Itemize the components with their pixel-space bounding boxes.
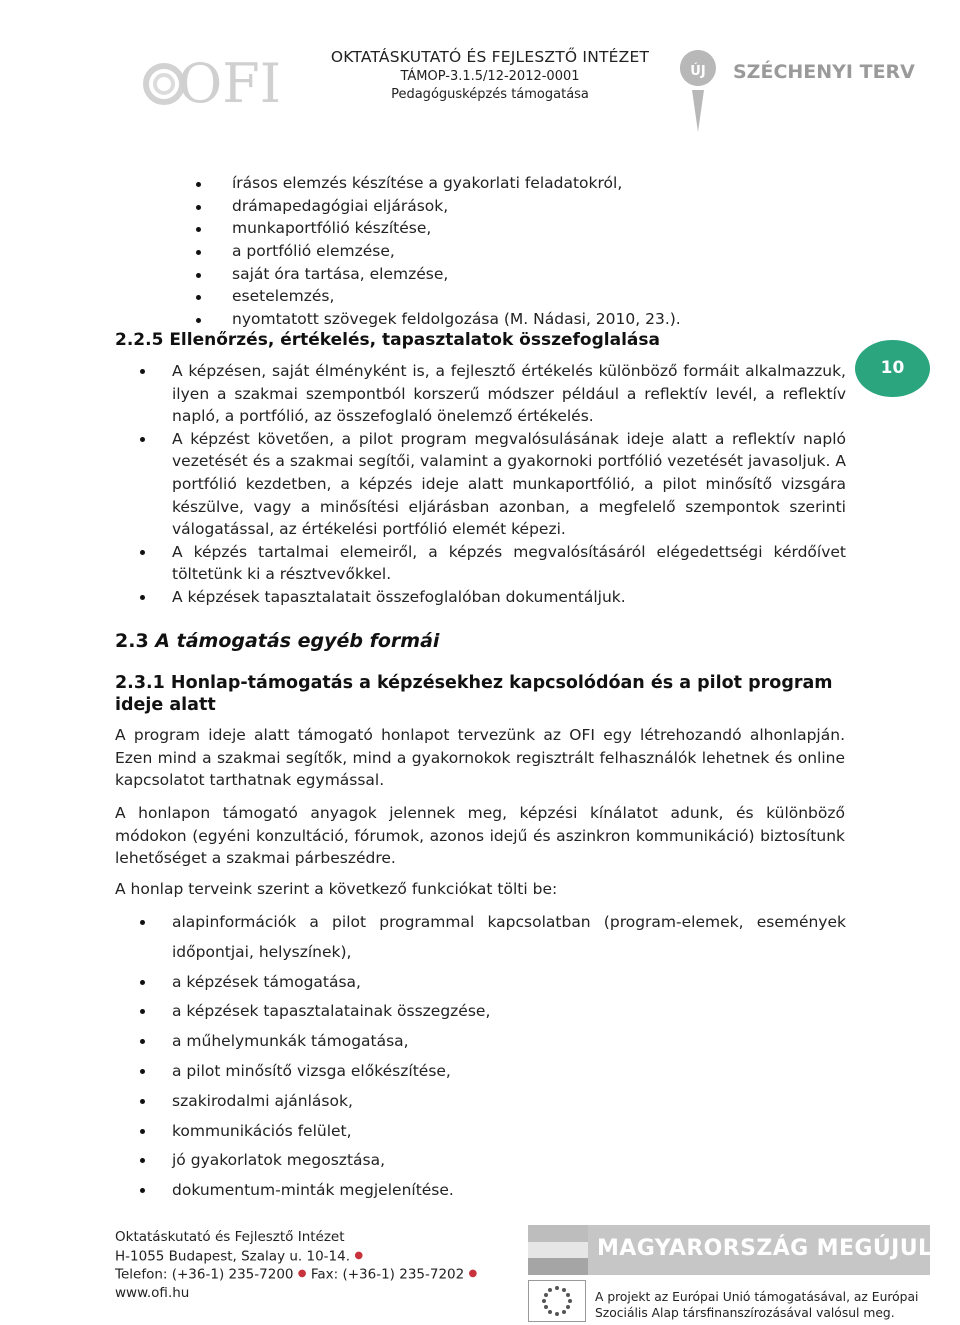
list-item: szakirodalmi ajánlások,	[134, 1087, 846, 1117]
szechenyi-terv-text: SZÉCHENYI TERV	[733, 61, 915, 83]
eu-funding-note	[595, 1289, 918, 1321]
project-code: TÁMOP-3.1.5/12-2012-0001	[400, 69, 580, 84]
section-heading-2-2-5: 2.2.5 Ellenőrzés, értékelés, tapasztalatok összefoglalása	[115, 330, 660, 350]
list-item: A képzésen, saját élményként is, a fejlesztő értékelés különböző formáit alkalmazzuk, ilyen a szakmai szempontból korszerű módszer például a reflektív levél, a reflektív napló, a portfólió, az összefoglaló önelemző értékelés.	[134, 360, 846, 428]
project-name: Pedagógusképzés támogatása	[391, 87, 589, 102]
list-item: a műhelymunkák támogatása,	[134, 1027, 846, 1057]
footer-web-link[interactable]: www.ofi.hu	[115, 1285, 190, 1301]
website-functions-list	[134, 908, 846, 1206]
list-item: a képzések tapasztalatainak összegzése,	[134, 997, 846, 1027]
list-item: A képzés tartalmai elemeiről, a képzés megvalósításáról elégedettségi kérdőívet töltetünk ki a résztvevőkkel.	[134, 541, 846, 586]
section-number: 2.3	[115, 630, 149, 652]
paragraph: A program ideje alatt támogató honlapot tervezünk az OFI egy létrehozandó alhonlapján. Ezen mind a szakmai segítők, mind a gyakornokok regisztrált felhasználók lehetnek és online kapcsolatot tarthatnak egymással.	[115, 726, 845, 790]
list-item: a képzések támogatása,	[134, 968, 846, 998]
list-item: a portfólió elemzése,	[192, 240, 681, 263]
footer-fax: Fax: (+36-1) 235-7202	[310, 1266, 465, 1283]
ofi-logo-text: OFI	[178, 52, 282, 115]
eu-note-line: Szociális Alap társfinanszírozásával valósul meg.	[595, 1306, 895, 1320]
evaluation-list	[134, 360, 846, 609]
footer-address: H-1055 Budapest, Szalay u. 10-14.	[115, 1247, 351, 1264]
banner-text: MAGYARORSZÁG MEGÚJUL	[597, 1236, 933, 1261]
footer-contact	[115, 1228, 477, 1303]
activity-list	[192, 172, 681, 331]
list-item: írásos elemzés készítése a gyakorlati feladatokról,	[192, 172, 681, 195]
list-item: a pilot minősítő vizsga előkészítése,	[134, 1057, 846, 1087]
institute-name: OKTATÁSKUTATÓ ÉS FEJLESZTŐ INTÉZET	[330, 48, 650, 66]
paragraph: A honlap terveink szerint a következő funkciókat tölti be:	[115, 880, 558, 898]
bullet-dot-icon: ●	[297, 1268, 307, 1280]
footer-org: Oktatáskutató és Fejlesztő Intézet	[115, 1229, 345, 1245]
list-item: alapinformációk a pilot programmal kapcsolatban (program-elemek, események időpontjai, helyszínek),	[134, 908, 846, 968]
list-item: dokumentum-minták megjelenítése.	[134, 1176, 846, 1206]
bullet-dot-icon: ●	[468, 1268, 478, 1280]
szechenyi-terv-logo	[678, 46, 923, 136]
list-item: A képzést követően, a pilot program megvalósulásának ideje alatt a reflektív napló vezetését és a szakmai segítői, valamint a gyakornoki portfólió vezetését javasoljuk. A portfólió kezdetben, a képzés ideje alatt munkaportfólió, a pilot minősítő vizsgára készülve, vagy a minősítési eljárásban azonban, a megfelelő szempontok szerinti válogatással, az értékelési portfólió elemét képezi.	[134, 428, 846, 541]
list-item: munkaportfólió készítése,	[192, 217, 681, 240]
list-item: A képzések tapasztalatait összefoglalóban dokumentáljuk.	[134, 586, 846, 609]
list-item: jó gyakorlatok megosztása,	[134, 1146, 846, 1176]
flag-icon	[528, 1225, 588, 1275]
page-number-badge: 10	[855, 340, 930, 397]
footer-phone: Telefon: (+36-1) 235-7200	[115, 1266, 294, 1283]
ofi-logo	[142, 44, 282, 115]
list-item: nyomtatott szövegek feldolgozása (M. Nádasi, 2010, 23.).	[192, 308, 681, 331]
paragraph: A honlapon támogató anyagok jelennek meg, képzési kínálatot adunk, és különböző módokon (egyéni konzultáció, fórumok, azonos idejű és aszinkron kommunikáció) biztosítunk lehetőséget a szakmai párbeszédre.	[115, 804, 845, 868]
eu-note-line: A projekt az Európai Unió támogatásával, az Európai	[595, 1290, 919, 1304]
section-title: A támogatás egyéb formái	[155, 630, 440, 652]
list-item: kommunikációs felület,	[134, 1117, 846, 1147]
header-titles	[290, 46, 690, 104]
list-item: saját óra tartása, elemzése,	[192, 263, 681, 286]
eu-flag-icon	[528, 1280, 586, 1322]
section-heading-2-3-1: 2.3.1 Honlap-támogatás a képzésekhez kapcsolódóan és a pilot program ideje alatt	[115, 673, 833, 715]
list-item: drámapedagógiai eljárások,	[192, 195, 681, 218]
uj-text: ÚJ	[690, 64, 706, 79]
bullet-dot-icon: ●	[354, 1249, 364, 1261]
list-item: esetelemzés,	[192, 285, 681, 308]
section-heading-2-3	[115, 630, 439, 652]
